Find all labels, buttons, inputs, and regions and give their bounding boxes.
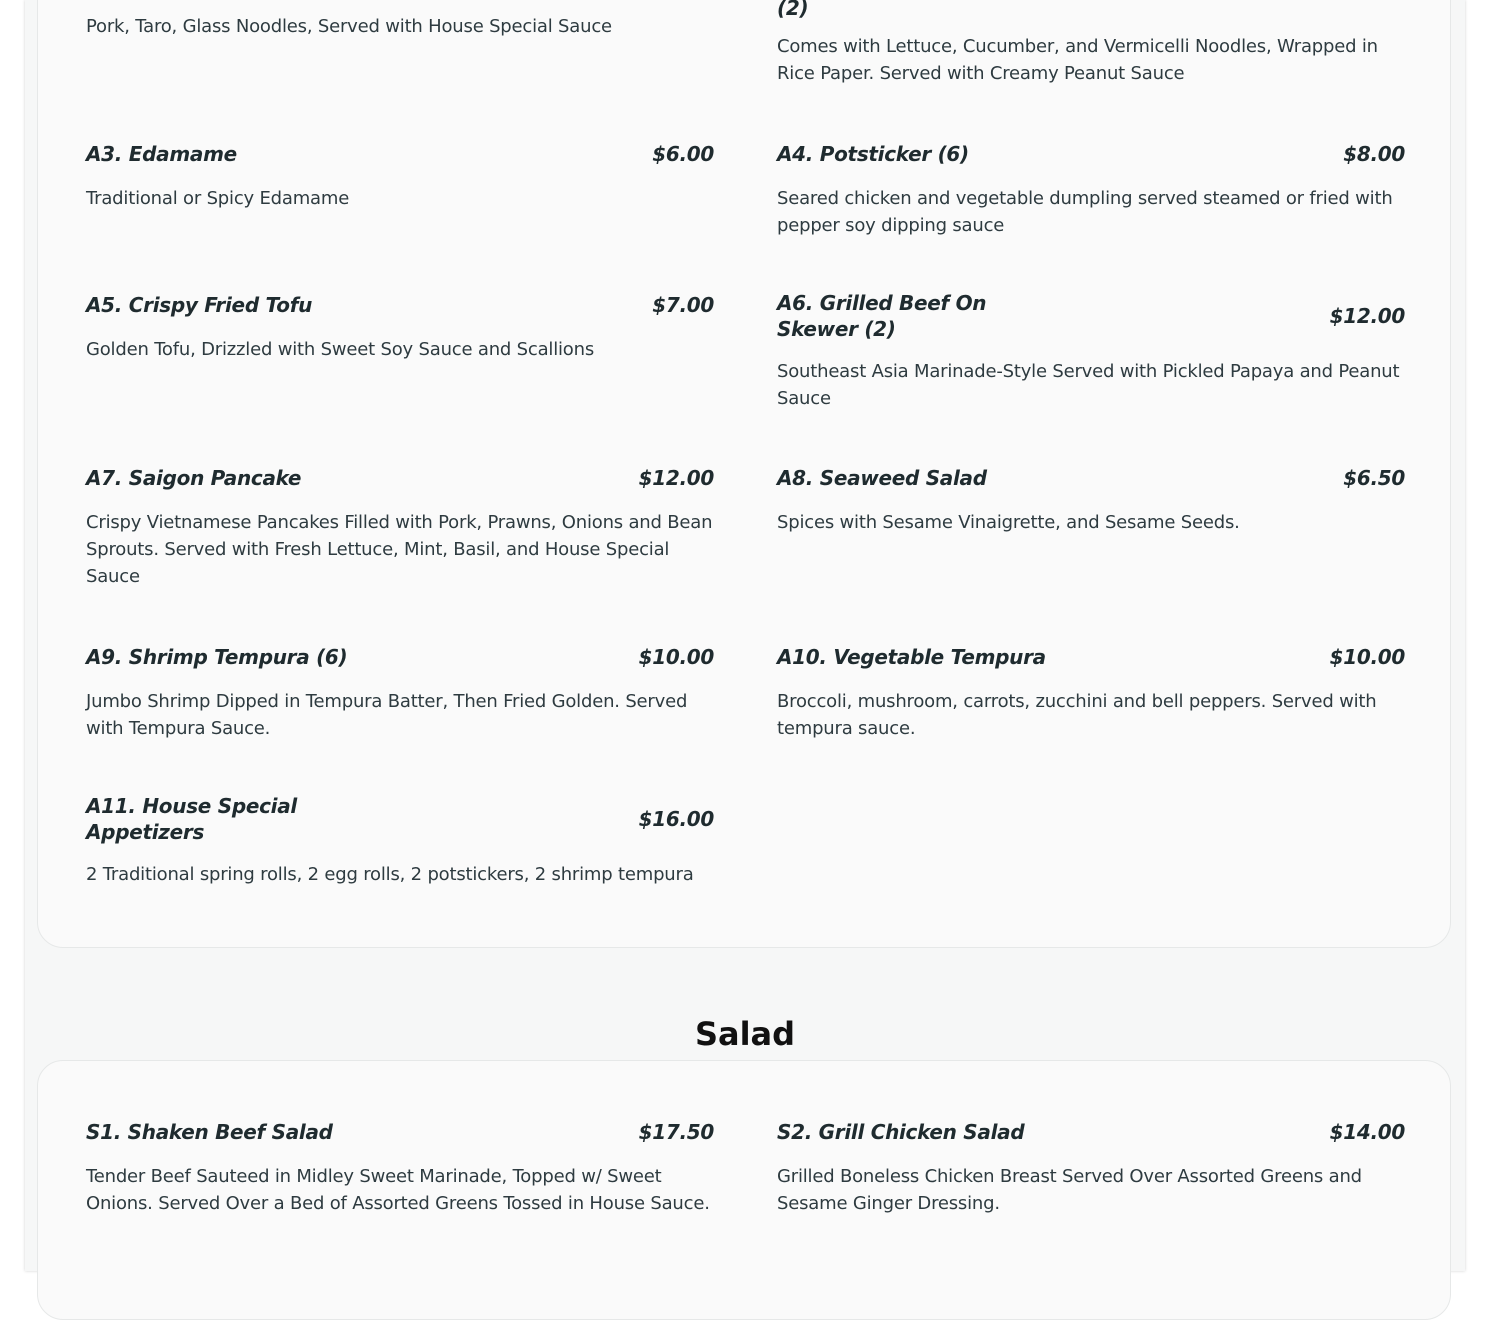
menu-item-description: Golden Tofu, Drizzled with Sweet Soy Sauce and Scallions [86,339,595,360]
menu-item-a3[interactable] [86,141,714,212]
menu-item-price: $6.50 [1343,466,1405,490]
menu-item-a4[interactable] [777,141,1405,239]
menu-item-price: $7.00 [652,293,714,317]
menu-item-price: $14.00 [1329,1120,1405,1144]
menu-item-name: S1. Shaken Beef Salad [86,1120,333,1144]
menu-item-a10[interactable] [777,644,1405,742]
appetizers-section-card [37,0,1451,948]
menu-item-price: $10.00 [638,645,714,669]
menu-item-a11[interactable] [86,793,714,888]
menu-item-s2[interactable] [777,1119,1405,1217]
menu-item-description: Pork, Taro, Glass Noodles, Served with House Special Sauce [86,16,612,37]
menu-item-name: A8. Seaweed Salad [777,466,987,490]
menu-item-price: $6.00 [652,142,714,166]
menu-item-name: A7. Saigon Pancake [86,466,302,490]
menu-item-price: $12.00 [1329,304,1405,328]
menu-page [25,0,1465,1271]
menu-item-description: Crispy Vietnamese Pancakes Filled with Pork, Prawns, Onions and Bean Sprouts. Served with Fresh Lettuce, Mint, Basil, and House Special Sauce [86,512,713,587]
menu-item-description: Tender Beef Sauteed in Midley Sweet Marinade, Topped w/ Sweet Onions. Served Over a Bed of Assorted Greens Tossed in House Sauce. [86,1166,710,1214]
menu-item-name: A6. Grilled Beef On Skewer (2) [777,291,987,341]
menu-item-s1[interactable] [86,1119,714,1217]
salad-section-card [37,1060,1451,1320]
menu-item-description: Seared chicken and vegetable dumpling served steamed or fried with pepper soy dipping sauce [777,188,1393,236]
menu-item-price: $16.00 [638,807,714,831]
menu-item-name: A3. Edamame [86,142,237,166]
menu-item-a5[interactable] [86,292,714,363]
menu-item-name: S2. Grill Chicken Salad [777,1120,1025,1144]
menu-item-a6[interactable] [777,290,1405,412]
menu-item-description: Jumbo Shrimp Dipped in Tempura Batter, Then Fried Golden. Served with Tempura Sauce. [86,691,688,739]
menu-item-description: Southeast Asia Marinade-Style Served with Pickled Papaya and Peanut Sauce [777,361,1400,409]
section-title-salad: Salad [694,1015,796,1053]
menu-item-price: $12.00 [638,466,714,490]
menu-item-name: A10. Vegetable Tempura [777,645,1046,669]
menu-item-a7[interactable] [86,465,714,590]
menu-item-a2[interactable] [777,0,1405,87]
menu-item-price: $10.00 [1329,645,1405,669]
menu-item-description: Broccoli, mushroom, carrots, zucchini and bell peppers. Served with tempura sauce. [777,691,1377,739]
menu-item-a9[interactable] [86,644,714,742]
menu-item-a8[interactable] [777,465,1405,536]
menu-item-description: Traditional or Spicy Edamame [86,188,350,209]
menu-item-price: $17.50 [638,1120,714,1144]
menu-item-a1[interactable] [86,13,714,40]
menu-item-description: Grilled Boneless Chicken Breast Served Over Assorted Greens and Sesame Ginger Dressing. [777,1166,1362,1214]
menu-item-description: Comes with Lettuce, Cucumber, and Vermicelli Noodles, Wrapped in Rice Paper. Served with Creamy Peanut Sauce [777,36,1378,84]
menu-item-description: Spices with Sesame Vinaigrette, and Sesame Seeds. [777,512,1240,533]
menu-item-description: 2 Traditional spring rolls, 2 egg rolls, 2 potstickers, 2 shrimp tempura [86,864,694,885]
menu-item-name: A11. House Special Appetizers [86,794,297,844]
menu-item-name: A4. Potsticker (6) [777,142,969,166]
menu-item-name: (2) [777,0,809,20]
menu-item-price: $8.00 [1343,142,1405,166]
menu-item-name: A9. Shrimp Tempura (6) [86,645,348,669]
menu-item-name: A5. Crispy Fried Tofu [86,293,313,317]
